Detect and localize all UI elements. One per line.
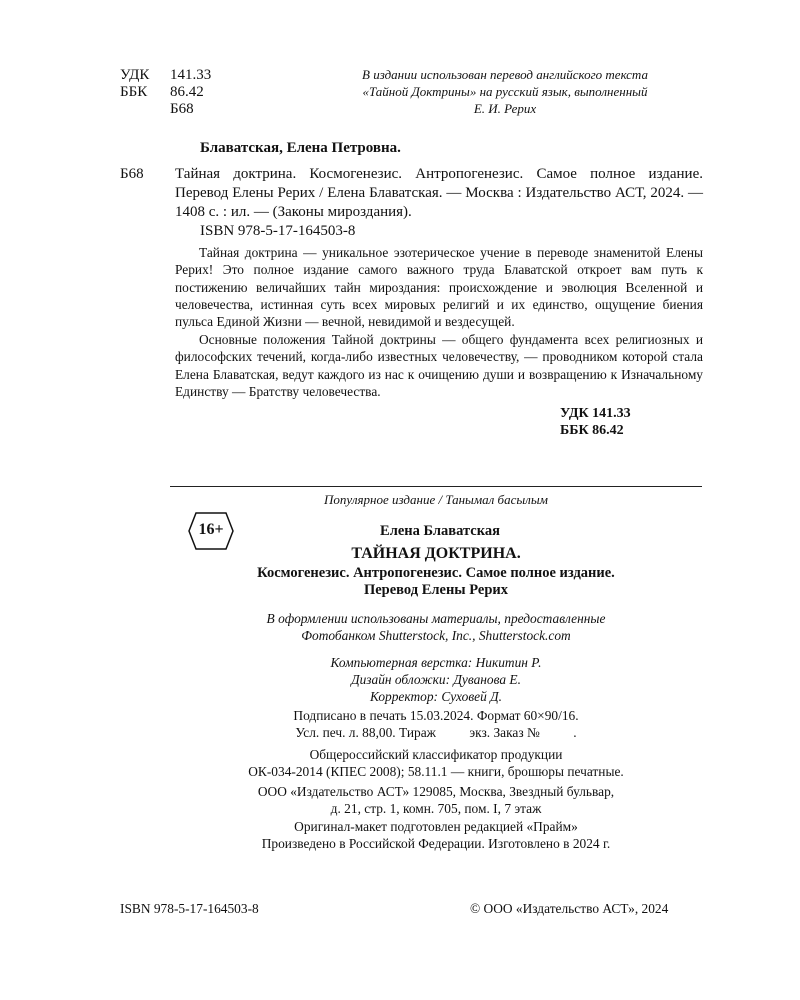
- translation-note-line: «Тайной Доктрины» на русский язык, выполненный: [362, 84, 648, 99]
- classification-codes: [120, 66, 250, 117]
- book-subtitle-line: Перевод Елены Рерих: [363, 582, 509, 598]
- bibliographic-isbn: ISBN 978-5-17-164503-8: [200, 223, 356, 239]
- credit-typesetting: Компьютерная верстка: Никитин Р.: [330, 655, 542, 670]
- imprint-line: ООО «Издательство АСТ» 129085, Москва, Звездный бульвар,: [257, 784, 615, 799]
- imprint-layout: [170, 818, 702, 852]
- imprint-line: Общероссийский классификатор продукции: [309, 747, 563, 762]
- book-title: ТАЙНАЯ ДОКТРИНА.: [351, 545, 521, 562]
- author-mark: Б68: [170, 101, 194, 117]
- bbk-label: ББК: [120, 84, 148, 100]
- imprint-line: Подписано в печать 15.03.2024. Формат 60×90/16.: [293, 708, 579, 723]
- author-mark-row: [120, 100, 250, 117]
- bibliographic-mark: Б68: [120, 166, 144, 182]
- translation-note: [300, 66, 710, 117]
- udk-label: УДК: [120, 67, 150, 83]
- bbk-value: 86.42: [170, 84, 204, 100]
- udk-row: [120, 66, 250, 83]
- bibliographic-entry: Тайная доктрина. Космогенезис. Антропогенезис. Самое полное издание. Перевод Елены Рерих / Елена Блаватская. — Москва : Издательство АСТ, 2024. — 1408 с. : ил. — (Законы мироздания).: [175, 166, 703, 220]
- imprint-print-info: [170, 707, 702, 741]
- annotation-paragraph: Основные положения Тайной доктрины — общего фундамента всех религиозных и философских течений, когда-либо известных человечеству, — проводником которой стала Елена Блаватская, ведут каждого из нас к очищению души и возвращению к Изначальному Единству — Братству человечества.: [175, 332, 703, 399]
- edition-type: Популярное издание / Танымал басылым: [324, 492, 548, 507]
- translation-note-line: В издании использован перевод английского текста: [362, 67, 648, 82]
- credit-proofreader: Корректор: Суховей Д.: [369, 689, 503, 704]
- imprint-line: д. 21, стр. 1, комн. 705, пом. I, 7 этаж: [330, 801, 542, 816]
- imprint-line: Произведено в Российской Федерации. Изготовлено в 2024 г.: [261, 836, 611, 851]
- book-author: Елена Блаватская: [380, 523, 500, 539]
- credit-cover-design: Дизайн обложки: Дуванова Е.: [351, 672, 521, 687]
- imprint-line: ОК-034-2014 (КПЕС 2008); 58.11.1 — книги, брошюры печатные.: [248, 764, 624, 779]
- imprint-classifier: [170, 746, 702, 780]
- section-divider: [170, 486, 702, 487]
- book-subtitle-line: Космогенезис. Антропогенезис. Самое полное издание.: [257, 565, 615, 581]
- footer-isbn: ISBN 978-5-17-164503-8: [120, 901, 259, 916]
- book-subtitle: [170, 565, 702, 599]
- translation-note-line: Е. И. Рерих: [473, 101, 537, 116]
- classification-codes-right: [560, 405, 700, 439]
- age-rating-label: 16+: [198, 521, 224, 538]
- udk-value: 141.33: [170, 67, 212, 83]
- materials-line: В оформлении использованы материалы, предоставленные: [266, 611, 606, 626]
- footer-copyright: © ООО «Издательство АСТ», 2024: [470, 901, 669, 916]
- materials-line: Фотобанком Shutterstock, Inc., Shutterstock.com: [301, 628, 571, 643]
- imprint-line: Усл. печ. л. 88,00. Тираж экз. Заказ № .: [295, 725, 577, 740]
- credits: [170, 654, 702, 705]
- materials-note: [170, 610, 702, 644]
- bbk-row: [120, 83, 250, 100]
- imprint-line: Оригинал-макет подготовлен редакцией «Прайм»: [294, 819, 578, 834]
- bbk-code: ББК 86.42: [560, 423, 624, 438]
- udk-code: УДК 141.33: [560, 406, 631, 421]
- imprint-publisher: [170, 783, 702, 817]
- bibliographic-author: Блаватская, Елена Петровна.: [200, 140, 401, 156]
- annotation-paragraph: Тайная доктрина — уникальное эзотерическое учение в переводе знаменитой Елены Рерих! Это полное издание самого важного труда Блаватской откроет вам путь к постижению величайших тайн мироздания: происхождение и эволюция Вселенной и человечества, истинная суть всех мировых религий и их единство, ощущение биения пульса Единой Жизни — вечной, невидимой и вездесущей.: [175, 245, 703, 330]
